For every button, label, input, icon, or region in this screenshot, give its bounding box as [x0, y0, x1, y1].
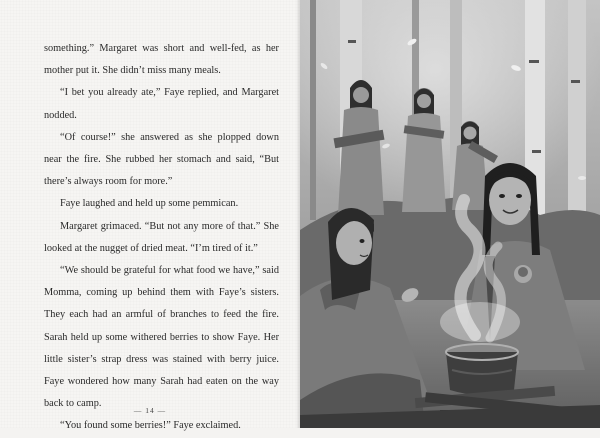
paragraph: Margaret grimaced. “But not any more of that.” She looked at the nugget of dried meat. “I’m tired of it.”: [44, 220, 279, 254]
text-page: [0, 0, 300, 432]
paragraph: “We should be grateful for what food we have,” said Momma, coming up behind them with Faye’s sisters. They each had an armful of branches to feed the fire. Sarah held up some withered berries to show Faye. Her little sister’s strap dress was stained with berry juice. Faye wondered how many Sarah had eaten on the way back to camp.: [44, 265, 279, 410]
illustration-page: [300, 0, 600, 428]
paragraph: something.” Margaret was short and well-fed, as her mother put it. She didn’t miss many meals.: [44, 43, 279, 77]
cooking-pot: [446, 344, 518, 395]
paragraph: “I bet you already ate,” Faye replied, and Margaret nodded.: [44, 87, 279, 121]
story-text: [44, 38, 279, 438]
paragraph: “You found some berries!” Faye exclaimed.: [60, 420, 241, 432]
campfire-illustration: [300, 0, 600, 428]
page-number: — 14 —: [133, 406, 167, 415]
paragraph: “Of course!” she answered as she plopped down near the fire. She rubbed her stomach and said, “But there’s always room for more.”: [44, 131, 279, 188]
paragraph: Faye laughed and held up some pemmican.: [60, 198, 239, 210]
